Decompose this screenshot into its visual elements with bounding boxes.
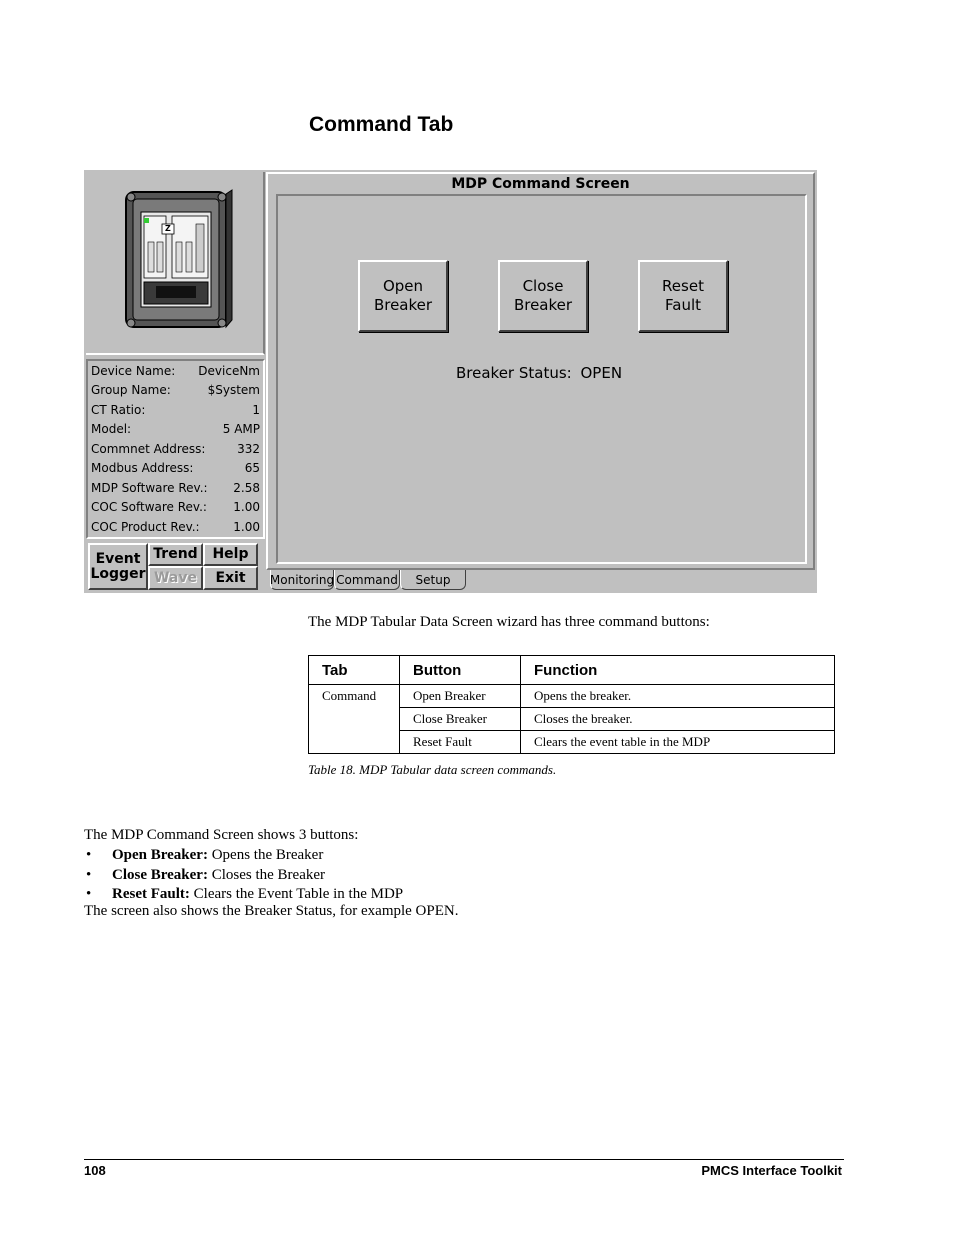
section-title: Command Tab [309, 113, 454, 136]
wave-button[interactable]: Wave [148, 566, 203, 590]
cell-function: Clears the event table in the MDP [521, 731, 835, 754]
table-caption: Table 18. MDP Tabular data screen commands. [308, 762, 557, 777]
list-item-text: Closes the Breaker [207, 866, 326, 883]
info-label: Device Name: [91, 363, 176, 378]
intro-text: The MDP Tabular Data Screen wizard has three command buttons: [308, 614, 710, 630]
open-breaker-line2: Breaker [373, 296, 433, 314]
info-value: 1 [252, 402, 260, 417]
commands-table [308, 655, 835, 754]
info-label: CT Ratio: [91, 402, 146, 417]
tab-setup[interactable]: Setup [400, 570, 466, 590]
info-label: COC Software Rev.: [91, 500, 207, 514]
info-value: $System [207, 383, 260, 397]
table-row [309, 685, 835, 708]
info-value: 332 [237, 441, 260, 456]
cell-tab: Command [309, 685, 400, 754]
summary-outro: The screen also shows the Breaker Status, for example OPEN. [84, 903, 459, 919]
mdp-command-screenshot [84, 170, 817, 593]
tab-command[interactable]: Command [334, 570, 400, 590]
device-image-box [86, 172, 265, 355]
info-label: MDP Software Rev.: [91, 480, 208, 495]
button-list [84, 846, 403, 905]
cell-button: Open Breaker [400, 685, 521, 708]
info-row [91, 361, 260, 380]
info-row [91, 400, 260, 419]
info-row [91, 459, 260, 478]
summary-intro: The MDP Command Screen shows 3 buttons: [84, 827, 359, 843]
list-item [84, 885, 403, 905]
open-breaker-line1: Open [382, 277, 424, 295]
info-label: Modbus Address: [91, 461, 194, 475]
info-label: Group Name: [91, 383, 171, 397]
reset-fault-button[interactable] [638, 260, 728, 332]
page-number: 108 [84, 1163, 106, 1178]
device-label: Z [165, 224, 171, 233]
exit-button[interactable]: Exit [203, 566, 258, 590]
command-area [276, 194, 807, 564]
list-item [84, 846, 403, 866]
device-panel [86, 172, 265, 591]
close-breaker-line1: Close [522, 277, 564, 295]
info-value: 1.00 [233, 519, 260, 534]
cell-button: Close Breaker [400, 708, 521, 731]
reset-fault-line2: Fault [665, 296, 701, 314]
list-item-term: Open Breaker: [112, 847, 208, 863]
close-breaker-line2: Breaker [513, 296, 573, 314]
info-label: Model: [91, 422, 132, 436]
close-breaker-button[interactable] [498, 260, 588, 332]
cell-button: Reset Fault [400, 731, 521, 754]
breaker-status-label: Breaker Status: [456, 364, 572, 382]
list-item-term: Close Breaker: [112, 866, 208, 883]
info-row [91, 517, 260, 536]
breaker-status-value: OPEN [580, 364, 623, 382]
event-logger-line2: Logger [90, 565, 146, 582]
header-function: Function [521, 656, 835, 685]
info-value: DeviceNm [198, 363, 260, 378]
event-logger-line1: Event [95, 550, 141, 567]
list-item-text: Clears the Event Table in the MDP [189, 886, 404, 902]
device-info-panel [86, 359, 265, 539]
header-button: Button [400, 656, 521, 685]
open-breaker-button[interactable] [358, 260, 448, 332]
tab-monitoring[interactable]: Monitoring [270, 570, 334, 590]
breaker-status [456, 364, 622, 382]
header-tab: Tab [309, 656, 400, 685]
info-row [91, 381, 260, 400]
command-screen-panel [266, 172, 815, 570]
list-item-text: Opens the Breaker [207, 847, 324, 863]
cell-function: Opens the breaker. [521, 685, 835, 708]
footer-title: PMCS Interface Toolkit [701, 1163, 842, 1178]
help-button[interactable]: Help [203, 543, 258, 566]
mdp-device-icon [86, 172, 265, 355]
info-label: Commnet Address: [91, 441, 206, 456]
info-row [91, 478, 260, 497]
list-item [84, 866, 403, 886]
info-value: 1.00 [233, 500, 260, 514]
screen-title: MDP Command Screen [451, 176, 630, 192]
info-row [91, 498, 260, 517]
trend-button[interactable]: Trend [148, 543, 203, 566]
info-row [91, 439, 260, 458]
cell-function: Closes the breaker. [521, 708, 835, 731]
list-item-term: Reset Fault: [112, 886, 190, 902]
reset-fault-line1: Reset [662, 277, 704, 295]
info-value: 2.58 [233, 480, 260, 495]
footer-divider [84, 1159, 844, 1160]
info-row [91, 420, 260, 439]
info-label: COC Product Rev.: [91, 519, 200, 534]
event-logger-button[interactable] [88, 543, 148, 590]
table-header-row [309, 656, 835, 685]
info-value: 65 [244, 461, 260, 475]
info-value: 5 AMP [222, 422, 260, 436]
